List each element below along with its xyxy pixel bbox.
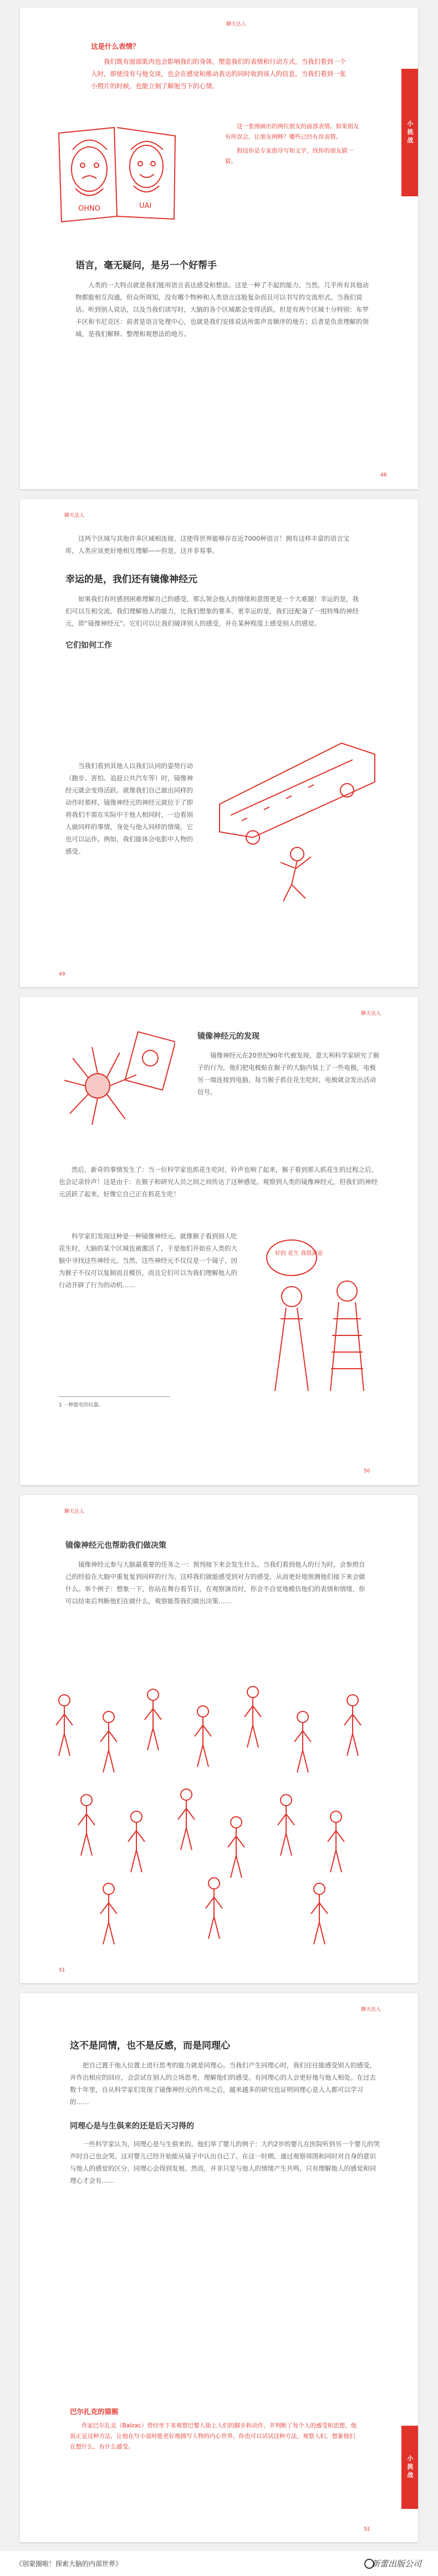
running-header: 聊天达人 [226, 22, 247, 27]
footer-bar [0, 2551, 438, 2576]
challenge-bar [401, 69, 418, 196]
sticker-right: UAI [139, 202, 152, 210]
footnote: 1 一种能电的仪器。 [59, 1403, 104, 1408]
running-header: 聊天达人 [361, 1011, 381, 1017]
body-how: 当我们看到其他人以我们认同的姿势行动（跑步、害怕、追赶公共汽车等）时，镜像神经元就会变得活跃。就像我们自己做出同样的动作时那样，镜像神经元的神经元就位于了即将我们不需在实际中于他人相同时，一边看别人做同样的事情，身处与他人同样的情境，它也可以运作。例如，我们能体会电影中人物的感受。 [65, 762, 193, 855]
sticker-left: OHNO [78, 205, 100, 213]
publisher-name: 新蕾出版公司 [371, 2559, 421, 2569]
page-number: 50 [364, 1469, 370, 1474]
page-number: 48 [380, 472, 387, 478]
body-empathy: 把自己置于他人位置上进行思考的能力就是同理心。当我们产生同理心时，我们往往能感受别人的感受，并作出相应的回应，会尝试在别人的立场思考，理解他们的感受。有同理心的人会更好地与他人相处。在过去数十年里，自从科学家们发现了镜像神经元的作用之后，越来越多的研究也证明同理心是人人都可以学习的…… [70, 2061, 376, 2106]
page-4 [20, 1495, 418, 1983]
balzac-text: 作家巴尔扎克（Balzac）曾经坐下来观察巴黎人街上人们的脚步和动作，并判断了每个人的感受和思想，他说正是这种方法，让他在写小说时能更好地描写人物的内心世界。你也可以试试这种方法，观察人们，想象他们在想什么、有什么感受。 [70, 2422, 357, 2450]
challenge-bar-label: 小挑战 [406, 120, 414, 145]
body-decisions: 镜像神经元参与大脑最重要的任务之一：预判接下来会发生什么。当我们看到他人的行为时，会参照自己的经验在大脑中重复复到同样的行为。这样我们就能感受到对方的感受，从而更好地预测他们接下来会做什么。举个例子：想象一下，你站在舞台看节目，在观察演员时，你会不自觉地模仿他们的表情和情绪，你可以结束后判断他们在做什么，观察能帮我们做出决策…… [65, 1561, 365, 1605]
challenge-bar-label: 小挑战 [406, 2455, 414, 2480]
aside-text-2: 假设你是专家指导写和文字，找你的朋友猜一猜。 [225, 148, 353, 165]
crowd-illustration [42, 1678, 397, 1955]
body-language: 人类的一大特点就是我们能用语言表达感受和想法。这是一种了不起的能力。当然，几乎所有其他动物都能相互沟通，但众所周知，没有哪个物种和人类语言这般复杂而且可以书写的交流形式。当我们说话、听到别人说话，以及当我们读写时，大脑的各个区域都会变得活跃。但是有两个区域十分特别：布罗卡区和韦尼克区：前者是语言处理中心，也就是我们安排说话所需声音顺序的地方；后者是负责理解的领域，是我们解释、整理和观想法的地方。 [75, 281, 369, 338]
book-title: 《别蒙圈啦！探索大脑的内部世界》 [16, 2560, 123, 2568]
aside-text-1: 这一张图画出的两位朋友的面部表情。如果朋友有所误会，让朋友例释？哪些已经有误表情。 [225, 123, 359, 140]
running-header: 聊天达人 [361, 2007, 381, 2013]
body-intro: 这两个区域与其他许多区域相连接。这使得世界能够存在近7000种语言！拥有这样丰富的语言宝库，人类应该更好地相互理解——但是，这并非易事。 [65, 535, 350, 555]
heading-language: 语言，毫无疑问，是另一个好帮手 [75, 260, 217, 271]
neuron-illustration [59, 1030, 175, 1141]
people-illustration [253, 1225, 397, 1408]
body-surprise: 然后，新奇的事情发生了：当一位科学家也抓花生吃时，铃声也响了起来，猴子看到那人抓花生的过程之后，也会记录铃声！这是由于：在猴子和研究人员之间之间传达了这种感觉。观察到人类的镜像神经元，但我们的神经元活跃了起来，好像它自己正在抓花生吃！ [59, 1166, 378, 1198]
challenge-bar [401, 2426, 418, 2509]
section-title: 这是什么表情？ [91, 42, 140, 50]
bus-illustration [208, 738, 386, 904]
running-header: 聊天达人 [64, 513, 85, 519]
page-5 [20, 1993, 418, 2542]
page-1 [20, 8, 418, 489]
heading-decisions: 镜像神经元也帮助我们做决策 [65, 1541, 166, 1550]
heading-mirror: 幸运的是，我们还有镜像神经元 [65, 574, 197, 585]
speech-bubble: 好的 花生 我很满意 [275, 1251, 323, 1257]
page-number: 51 [59, 1968, 65, 1973]
body-discovery: 镜像神经元在20世纪90年代被发现，意大利科学家研究了猴子的行为，他们把电极贴在猴子的大脑内装上了一些电极，电极另一端连接到电脑，每当猴子抓住花生吃时，电极就会发出活动信号。 [197, 1051, 380, 1096]
page-3 [20, 997, 418, 1485]
page-number: 49 [59, 972, 65, 977]
heading-discovery: 镜像神经元的发现 [197, 1032, 259, 1041]
running-header: 聊天达人 [64, 1509, 85, 1515]
balzac-title: 巴尔扎克的猿猴 [70, 2407, 119, 2416]
body-innate: 一些科学家认为，同理心是与生俱来的。他们举了婴儿的例子：大约2岁的婴儿在医院听到另一个婴儿的哭声时自己也会哭。这对婴儿已经开始能从镜子中认出自己了。在这一时期，通过观察周围和同时对自身的意识与他人的感觉的区分，同理心会得到发展。然而，并非只是与他人的情绪产生共鸣，只有理解他人的感觉和同理心才会有…… [70, 2140, 380, 2184]
page-2 [20, 499, 418, 987]
body-mirror: 如果我们有时感到困难理解自己的感受，那么领会他人的情绪和意图更是一个大难题！幸运的是，我们可以互相交流，我们理解他人的能力，比我们想象的要多。更幸运的是，我们还配备了一组特殊的神经元，即“镜像神经元”。它们可以让我们破译别人的感受，并在某种程度上感受别人的感觉。 [65, 595, 359, 627]
page-number: 52 [364, 2527, 370, 2532]
subheading-how: 它们如何工作 [65, 641, 112, 650]
subheading-innate: 同理心是与生俱来的还是后天习得的 [70, 2122, 194, 2131]
section-text: 我们既有面部肌肉也会影响我们的身体，塑造我们的表情和行动方式。当我们看到一个人时，即使没有与他交谈，也会在感觉和推动表达的同时收到该人的信息。当我们看到一张小照片的时候，也能立刻了解他当下的心情。 [91, 58, 346, 90]
heading-empathy: 这不是同情，也不是反感，而是同理心 [70, 2040, 230, 2051]
faces-illustration [48, 116, 192, 227]
body-search: 科学家们发现这种是一种镜像神经元。就像猴子看到别人吃花生时，大脑的某个区域也被激活了，于是他们开始在人类的大脑中寻找这些神经元。当然，这些神经元不仅仅是一个镜子，因为猴子不仅可以复制而且模仿，而且它们可以为我们理解他人的行动开辟了行为的动机…… [59, 1232, 237, 1289]
